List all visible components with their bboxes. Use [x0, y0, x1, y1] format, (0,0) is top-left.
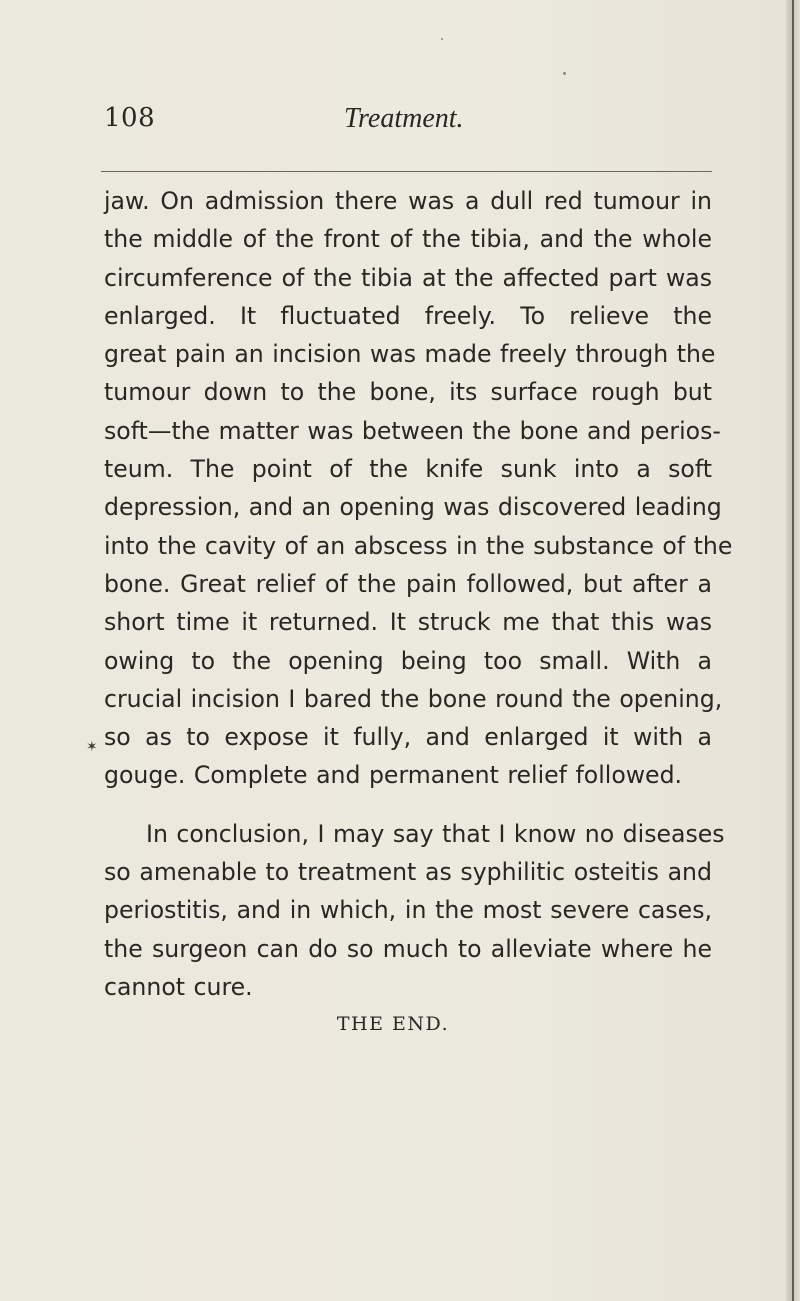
running-title: Treatment. — [344, 103, 464, 134]
text-line: bone. Great relief of the pain followed, but after a — [104, 569, 712, 598]
text-line: periostitis, and in which, in the most severe cases, — [104, 896, 712, 925]
text-line: cannot cure. — [104, 972, 253, 1001]
text-line: soft—the matter was between the bone and perios- — [104, 416, 721, 445]
running-head — [104, 103, 710, 143]
header-rule — [101, 171, 712, 172]
text-line: In conclusion, I may say that I know no diseases — [146, 819, 725, 848]
text-line: so amenable to treatment as syphilitic osteitis and — [104, 858, 712, 887]
text-line: short time it returned. It struck me that this was — [104, 608, 712, 637]
binding-shadow — [792, 0, 794, 1301]
margin-mark-icon: ✶ — [86, 739, 98, 755]
text-line: so as to expose it fully, and enlarged it with a — [104, 723, 712, 752]
body-text — [104, 182, 733, 1006]
text-line: gouge. Complete and permanent relief followed. — [104, 761, 683, 790]
paragraph-gap — [104, 795, 712, 815]
text-line: owing to the opening being too small. With a — [104, 646, 712, 675]
text-line: crucial incision I bared the bone round the opening, — [104, 684, 723, 713]
text-line: teum. The point of the knife sunk into a soft — [104, 455, 712, 484]
text-line: into the cavity of an abscess in the substance of the — [104, 531, 733, 560]
paper-speck — [441, 38, 443, 40]
text-line: great pain an incision was made freely through the — [104, 340, 716, 369]
text-line: depression, and an opening was discovered leading — [104, 493, 722, 522]
text-line: the middle of the front of the tibia, and the whole — [104, 225, 712, 254]
page-number: 108 — [104, 103, 156, 133]
text-line: circumference of the tibia at the affected part was — [104, 263, 712, 292]
end-text: THE END. — [336, 1013, 450, 1035]
text-line: tumour down to the bone, its surface rough but — [104, 378, 712, 407]
text-line: enlarged. It fluctuated freely. To relieve the — [104, 301, 712, 330]
paper-speck — [563, 72, 566, 75]
text-line: the surgeon can do so much to alleviate where he — [104, 934, 712, 963]
text-line: jaw. On admission there was a dull red tumour in — [104, 187, 712, 215]
